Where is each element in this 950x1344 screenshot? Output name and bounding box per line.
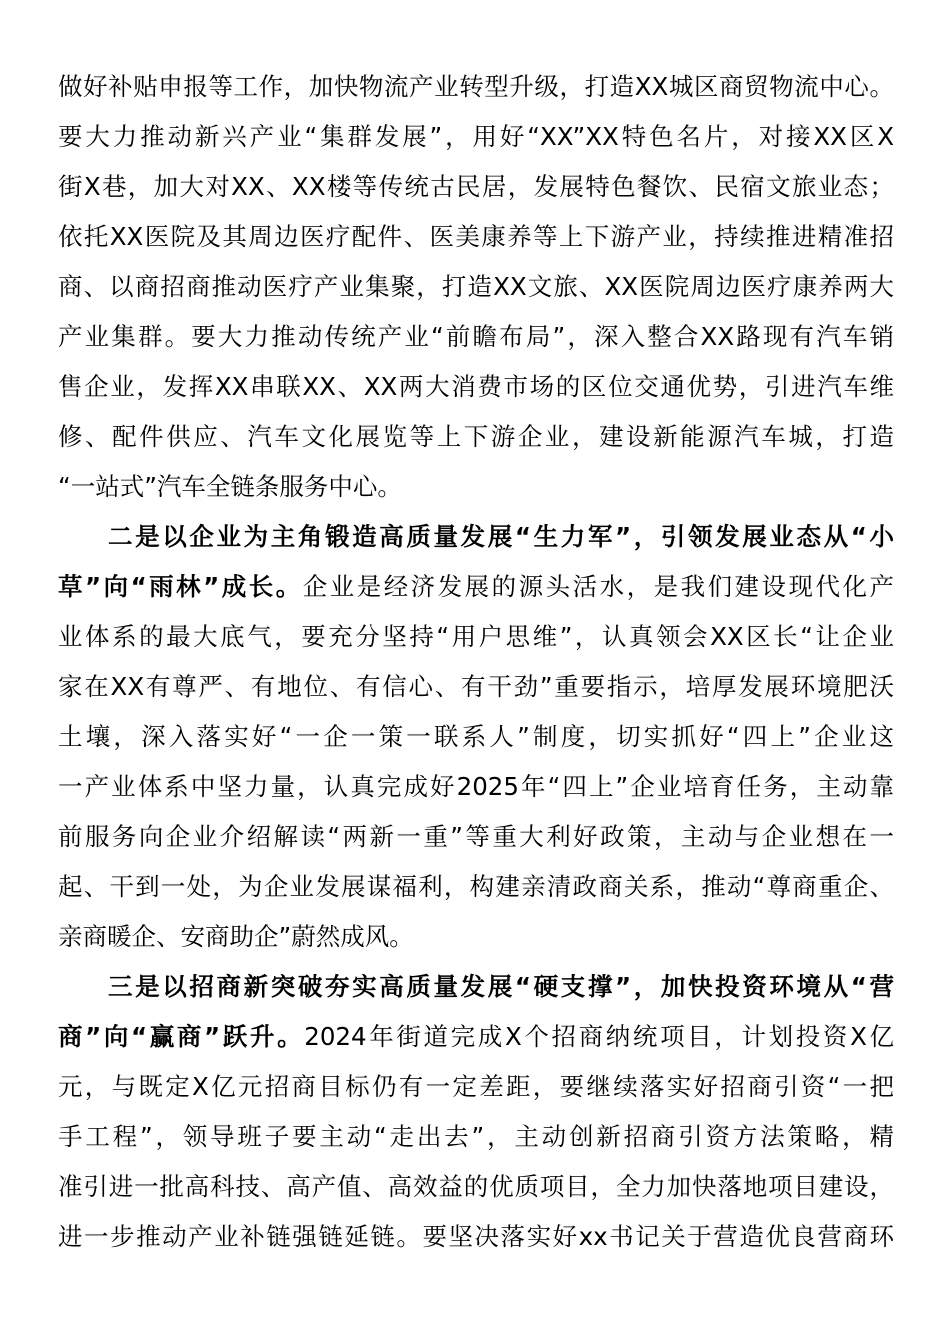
paragraph-heading-end: 草”向“雨林”成长。 [58,572,303,601]
text-line: 售企业，发挥XX串联XX、XX两大消费市场的区位交通优势，引进汽车维 [58,372,894,401]
paragraph-heading: 二是以企业为主角锻造高质量发展“生力军”，引领发展业态从“小 [108,522,894,551]
text-line: 前服务向企业介绍解读“两新一重”等重大利好政策，主动与企业想在一 [58,822,894,851]
text-line: 依托XX医院及其周边医疗配件、医美康养等上下游产业，持续推进精准招 [58,222,894,251]
text-line: 要大力推动新兴产业“集群发展”，用好“XX”XX特色名片，对接XX区X [58,122,894,151]
text-line: 家在XX有尊严、有地位、有信心、有干劲”重要指示，培厚发展环境肥沃 [58,672,894,701]
text-segment: 企业是经济发展的源头活水，是我们建设现代化产 [302,572,894,601]
text-line: 修、配件供应、汽车文化展览等上下游企业，建设新能源汽车城，打造 [58,422,894,451]
paragraph-heading-end: 商”向“赢商”跃升。 [58,1022,305,1051]
text-line: 商、以商招商推动医疗产业集聚，打造XX文旅、XX医院周边医疗康养两大 [58,272,894,301]
text-line [58,1012,894,1062]
text-line: 手工程”，领导班子要主动“走出去”，主动创新招商引资方法策略，精 [58,1122,894,1151]
text-line: “一站式”汽车全链条服务中心。 [58,472,402,501]
paragraph-heading: 三是以招商新突破夯实高质量发展“硬支撑”，加快投资环境从“营 [108,972,894,1001]
text-line: 起、干到一处，为企业发展谋福利，构建亲清政商关系，推动“尊商重企、 [58,872,894,901]
paragraph-enterprise [58,512,894,962]
text-line [58,562,894,612]
text-line: 街X巷，加大对XX、XX楼等传统古民居，发展特色餐饮、民宿文旅业态； [58,172,894,201]
paragraph-industry [58,62,894,512]
text-line: 一产业体系中坚力量，认真完成好2025年“四上”企业培育任务，主动靠 [58,772,894,801]
text-line: 准引进一批高科技、高产值、高效益的优质项目，全力加快落地项目建设， [58,1172,894,1201]
text-segment: 2024年街道完成X个招商纳统项目，计划投资X亿 [304,1022,894,1051]
text-line: 业体系的最大底气，要充分坚持“用户思维”，认真领会XX区长“让企业 [58,622,894,651]
paragraph-investment [58,962,894,1262]
text-line: 元，与既定X亿元招商目标仍有一定差距，要继续落实好招商引资“一把 [58,1072,894,1101]
text-line: 产业集群。要大力推动传统产业“前瞻布局”，深入整合XX路现有汽车销 [58,322,894,351]
text-line: 亲商暖企、安商助企”蔚然成风。 [58,922,414,951]
text-line: 土壤，深入落实好“一企一策一联系人”制度，切实抓好“四上”企业这 [58,722,894,751]
document-page [58,62,894,1262]
text-line: 进一步推动产业补链强链延链。要坚决落实好xx书记关于营造优良营商环 [58,1222,894,1251]
text-line: 做好补贴申报等工作，加快物流产业转型升级，打造XX城区商贸物流中心。 [58,72,894,101]
